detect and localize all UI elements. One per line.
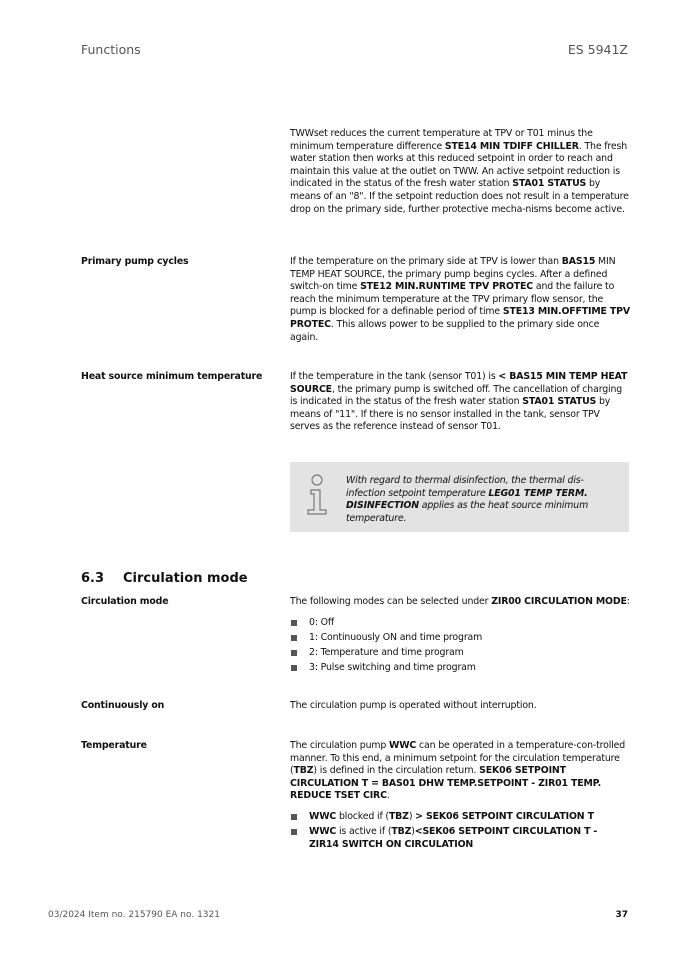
circulation-mode-list <box>290 617 630 675</box>
heat-source-paragraph: If the temperature in the tank (sensor T01) is < BAS15 MIN TEMP HEAT SOURCE, the primary pump is switched off. The cancellation of charging is indicated in the status of the fresh water station STA01 STATUS by means of "11". If there is no sensor installed in the tank, sensor TPV serves as the reference instead of sensor T01. <box>290 371 628 433</box>
section-title: Circulation mode <box>123 571 248 586</box>
primary-pump-paragraph: If the temperature on the primary side at TPV is lower than BAS15 MIN TEMP HEAT SOURCE, the primary pump begins cycles. After a defined switch-on time STE12 MIN.RUNTIME TPV PROTEC and the failure to reach the minimum temperature at the TPV primary flow sensor, the pump is blocked for a definable period of time STE13 MIN.OFFTIME TPV PROTEC. This allows power to be supplied to the primary side once again. <box>290 256 630 343</box>
label-heat-source-min-temp: Heat source minimum temperature <box>81 371 263 382</box>
label-circulation-mode: Circulation mode <box>81 596 169 607</box>
label-temperature: Temperature <box>81 740 147 751</box>
list-item: 3: Pulse switching and time program <box>290 662 630 675</box>
footer-document-info: 03/2024 Item no. 215790 EA no. 1321 <box>48 910 220 920</box>
list-item: WWC blocked if (TBZ) > SEK06 SETPOINT CIRCULATION T <box>290 811 630 824</box>
note-text: With regard to thermal disinfection, the thermal dis-infection setpoint temperature LEG01 TEMP TERM. DISINFECTION applies as the heat source minimum temperature. <box>346 475 589 524</box>
label-continuously-on: Continuously on <box>81 700 165 711</box>
info-icon <box>304 474 330 516</box>
header-model-number: ES 5941Z <box>567 42 628 57</box>
list-item: 2: Temperature and time program <box>290 647 630 660</box>
header-section-title: Functions <box>81 42 141 57</box>
temperature-paragraph: The circulation pump WWC can be operated in a temperature-con-trolled manner. To this end, a minimum setpoint for the circulation temperature (TBZ) is defined in the circulation return. SEK06 SETPOINT CIRCULATION T = BAS01 DHW TEMP.SETPOINT - ZIR01 TEMP. REDUCE TSET CIRC. WWC blocked if (TBZ) > SEK06 SETPOINT CIRCULATION T WWC is active if (TBZ)<SEK06 SETPOINT CIRCULATION T - ZIR14 SWITCH ON CIRCULATION <box>290 740 630 854</box>
circulation-mode-paragraph: The following modes can be selected under ZIR00 CIRCULATION MODE: 0: Off 1: Continuously ON and time program 2: Temperature and time program 3: Pulse switching and time program <box>290 596 630 674</box>
list-item: 1: Continuously ON and time program <box>290 632 630 645</box>
continuously-on-paragraph: The circulation pump is operated without interruption. <box>290 700 537 711</box>
temperature-conditions-list <box>290 811 630 851</box>
label-primary-pump-cycles: Primary pump cycles <box>81 256 189 267</box>
list-item: WWC is active if (TBZ)<SEK06 SETPOINT CIRCULATION T - ZIR14 SWITCH ON CIRCULATION <box>290 826 630 851</box>
section-number: 6.3 <box>81 571 105 586</box>
intro-paragraph: TWWset reduces the current temperature at TPV or T01 minus the minimum temperature difference STE14 MIN TDIFF CHILLER. The fresh water station then works at this reduced setpoint in order to reach and maintain this value at the outlet on TWW. An active setpoint reduction is indicated in the status of the fresh water station STA01 STATUS by means of an "8". If the setpoint reduction does not result in a temperature drop on the primary side, further protective mecha-nisms become active. <box>290 128 629 215</box>
list-item: 0: Off <box>290 617 630 630</box>
info-note-box <box>290 462 629 532</box>
section-heading <box>81 571 248 586</box>
page-number: 37 <box>615 910 628 920</box>
